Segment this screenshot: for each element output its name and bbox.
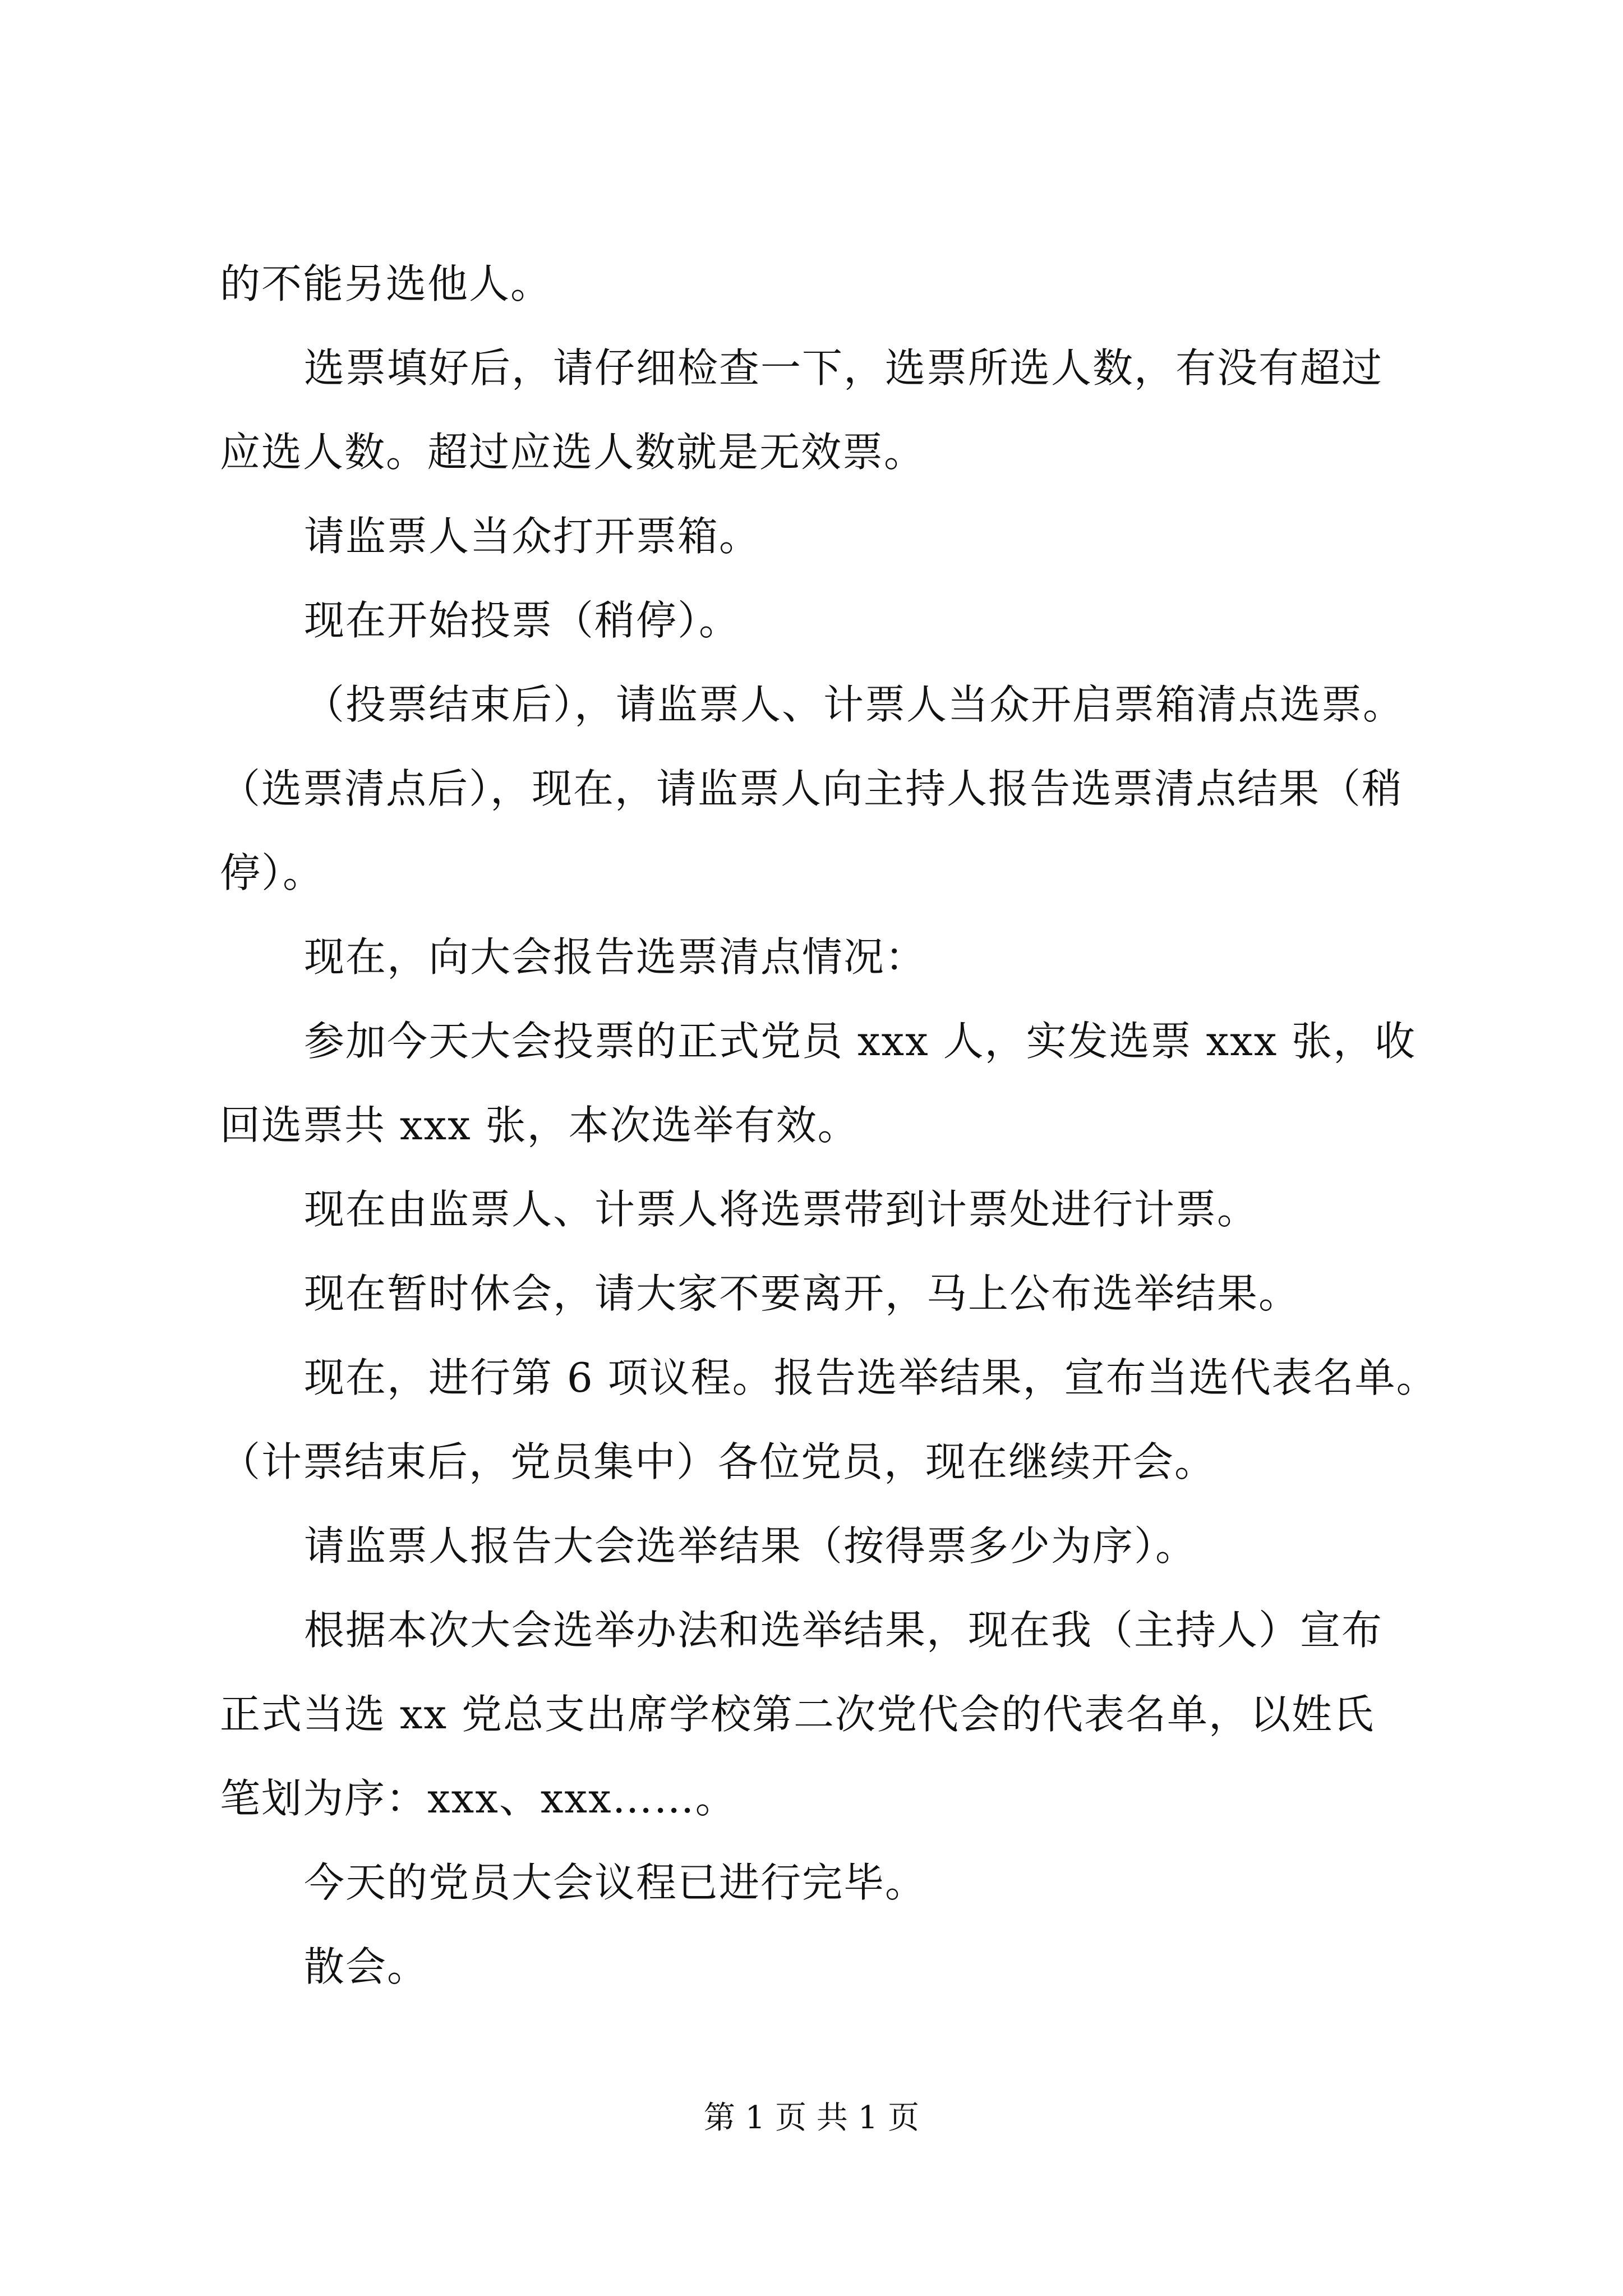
text-line-16: 请监票人报告大会选举结果（按得票多少为序）。 — [304, 1522, 1197, 1570]
text-line-11: 回选票共 xxx 张，本次选举有效。 — [220, 1102, 859, 1149]
text-line-18: 正式当选 xx 党总支出席学校第二次党代会的代表名单，以姓氏 — [220, 1691, 1375, 1738]
text-line-9: 现在，向大会报告选票清点情况： — [304, 933, 927, 981]
text-line-13: 现在暂时休会，请大家不要离开，马上公布选举结果。 — [304, 1270, 1301, 1317]
text-line-12: 现在由监票人、计票人将选票带到计票处进行计票。 — [304, 1186, 1259, 1233]
text-line-1: 的不能另选他人。 — [220, 260, 552, 307]
text-line-20: 今天的党员大会议程已进行完毕。 — [304, 1859, 927, 1906]
text-line-2: 选票填好后，请仔细检查一下，选票所选人数，有没有超过 — [304, 344, 1384, 392]
text-line-14: 现在，进行第 6 项议程。报告选举结果，宣布当选代表名单。 — [304, 1354, 1438, 1401]
text-line-19: 笔划为序：xxx、xxx……。 — [220, 1775, 737, 1822]
text-line-4: 请监票人当众打开票箱。 — [304, 513, 761, 560]
text-line-10: 参加今天大会投票的正式党员 xxx 人，实发选票 xxx 张，收 — [304, 1018, 1417, 1065]
page-footer: 第 1 页 共 1 页 — [703, 2100, 920, 2136]
text-line-3: 应选人数。超过应选人数就是无效票。 — [220, 429, 926, 476]
text-line-6: （投票结束后），请监票人、计票人当众开启票箱清点选票。 — [304, 681, 1405, 728]
text-line-15: （计票结束后，党员集中）各位党员，现在继续开会。 — [220, 1438, 1216, 1485]
text-line-21: 散会。 — [304, 1943, 429, 1990]
text-line-17: 根据本次大会选举办法和选举结果，现在我（主持人）宣布 — [304, 1607, 1384, 1654]
text-line-8: 停）。 — [220, 849, 325, 896]
text-line-5: 现在开始投票（稍停）。 — [304, 597, 741, 644]
text-line-7: （选票清点后），现在，请监票人向主持人报告选票清点结果（稍 — [220, 765, 1404, 812]
